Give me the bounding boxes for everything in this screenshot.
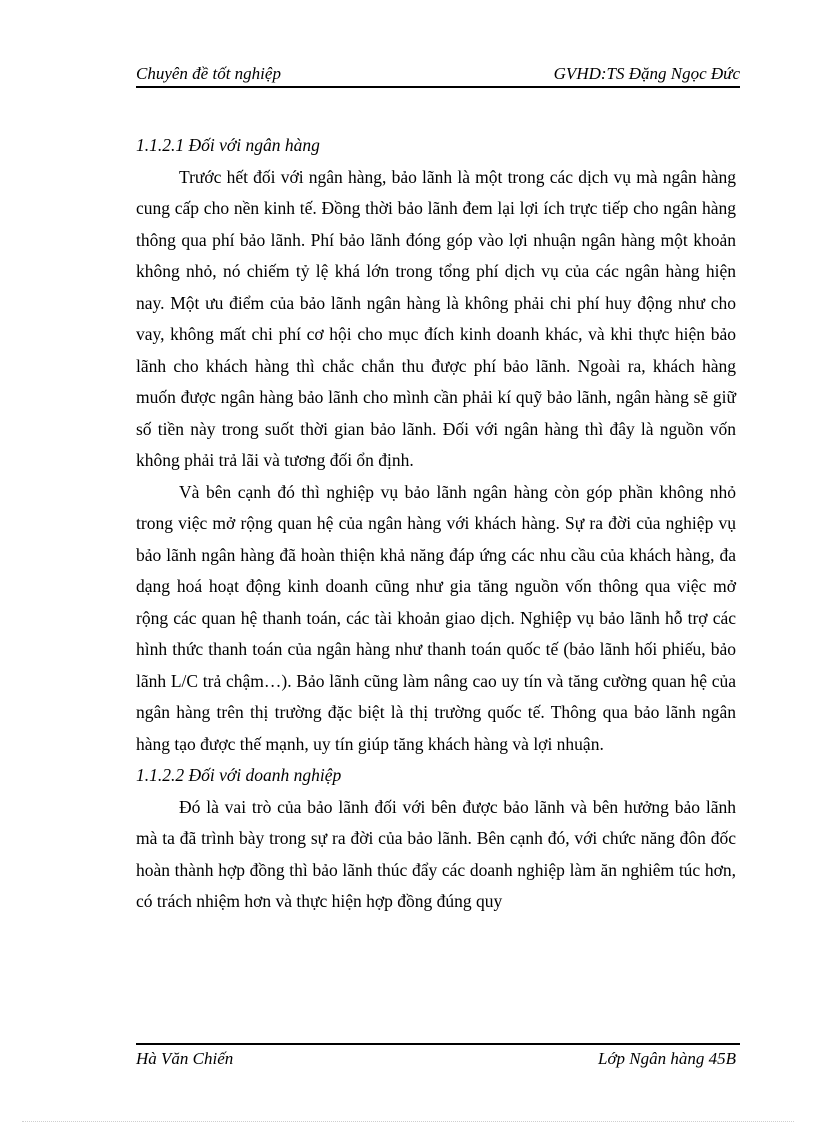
footer-author: Hà Văn Chiến (136, 1049, 234, 1068)
paragraph: Đó là vai trò của bảo lãnh đối với bên được bảo lãnh và bên hưởng bảo lãnh mà ta đã trình bày trong sự ra đời của bảo lãnh. Bên cạnh đó, với chức năng đôn đốc hoàn thành hợp đồng thì bảo lãnh thúc đẩy các doanh nghiệp làm ăn nghiêm túc hơn, có trách nhiệm hơn và thực hiện hợp đồng đúng quy (136, 796, 736, 911)
header-advisor: GVHD:TS Đặng Ngọc Đức (553, 64, 740, 83)
section-heading: 1.1.2.1 Đối với ngân hàng (136, 135, 320, 155)
paragraph: Trước hết đối với ngân hàng, bảo lãnh là một trong các dịch vụ mà ngân hàng cung cấp cho nền kinh tế. Đồng thời bảo lãnh đem lại lợi ích trực tiếp cho ngân hàng thông qua phí bảo lãnh. Phí bảo lãnh đóng góp vào lợi nhuận ngân hàng một khoản không nhỏ, nó chiếm tỷ lệ khá lớn trong tổng phí dịch vụ của các ngân hàng hiện nay. Một ưu điểm của bảo lãnh ngân hàng là không phải chi phí huy động như cho vay, không mất chi phí cơ hội cho mục đích kinh doanh khác, và khi thực hiện bảo lãnh cho khách hàng thì chắc chắn thu được phí bảo lãnh. Ngoài ra, khách hàng muốn được ngân hàng bảo lãnh cho mình cần phải kí quỹ bảo lãnh, ngân hàng sẽ giữ số tiền này trong suốt thời gian bảo lãnh. Đối với ngân hàng thì đây là nguồn vốn không phải trả lãi và tương đối ổn định. (136, 166, 736, 470)
page-header (136, 60, 740, 88)
page-boundary-line (22, 1121, 794, 1122)
paragraph: Và bên cạnh đó thì nghiệp vụ bảo lãnh ngân hàng còn góp phần không nhỏ trong việc mở rộng quan hệ của ngân hàng với khách hàng. Sự ra đời của nghiệp vụ bảo lãnh ngân hàng đã hoàn thiện khả năng đáp ứng các nhu cầu của khách hàng, đa dạng hoá hoạt động kinh doanh cũng như gia tăng nguồn vốn thông qua việc mở rộng các quan hệ thanh toán, các tài khoản giao dịch. Nghiệp vụ bảo lãnh hỗ trợ các hình thức thanh toán của ngân hàng như thanh toán quốc tế (bảo lãnh hối phiếu, bảo lãnh L/C trả chậm…). Bảo lãnh cũng làm nâng cao uy tín và tăng cường quan hệ của ngân hàng trên thị trường đặc biệt là thị trường quốc tế. Thông qua bảo lãnh ngân hàng tạo được thế mạnh, uy tín giúp tăng khách hàng và lợi nhuận. (136, 481, 736, 754)
header-document-title: Chuyên đề tốt nghiệp (136, 64, 281, 83)
footer-class: Lớp Ngân hàng 45B (597, 1049, 736, 1068)
page-footer (136, 1043, 740, 1071)
section-heading: 1.1.2.2 Đối với doanh nghiệp (136, 765, 342, 785)
document-body (136, 130, 736, 918)
